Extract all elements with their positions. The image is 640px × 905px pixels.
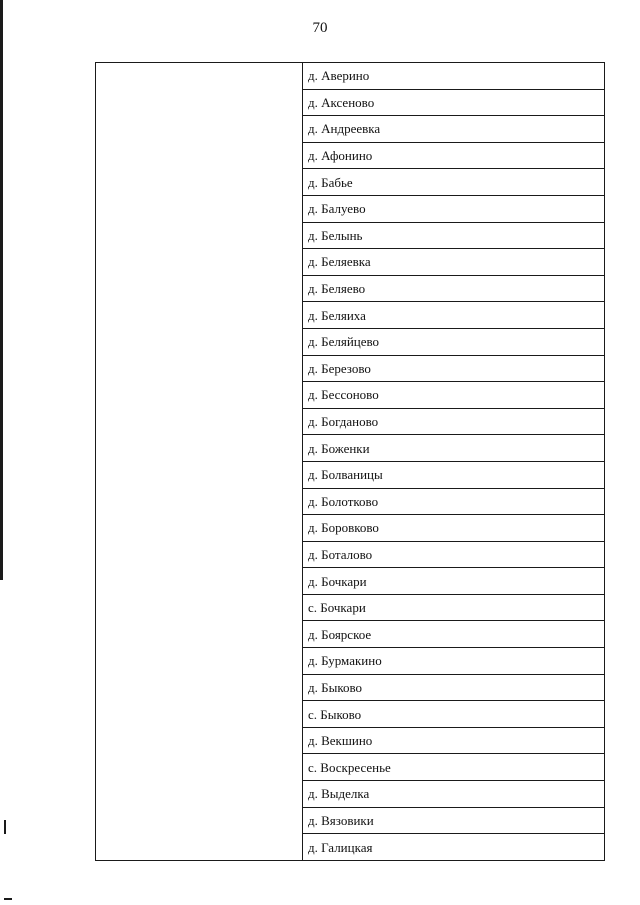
settlement-name: д. Беляиха [303,302,605,329]
settlement-name: с. Быково [303,701,605,728]
settlement-name: д. Быково [303,674,605,701]
settlement-name: д. Боярское [303,621,605,648]
settlement-name: с. Воскресенье [303,754,605,781]
scan-mark-bottom [4,898,12,900]
settlement-name: д. Березово [303,355,605,382]
settlement-name: с. Бочкари [303,594,605,621]
settlement-name: д. Бабье [303,169,605,196]
settlement-name: д. Бурмакино [303,648,605,675]
settlement-name: д. Андреевка [303,116,605,143]
settlement-name: д. Беляевка [303,249,605,276]
settlements-table [95,62,605,861]
settlement-name: д. Беляево [303,275,605,302]
district-cell [96,63,303,861]
scan-edge-left [0,0,3,580]
settlement-name: д. Афонино [303,142,605,169]
settlements-table-body [96,63,605,861]
settlement-name: д. Боровково [303,515,605,542]
page-number: 70 [312,20,328,36]
settlement-name: д. Векшино [303,727,605,754]
settlement-name: д. Аксеново [303,89,605,116]
settlement-name: д. Богданово [303,408,605,435]
settlement-name: д. Бочкари [303,568,605,595]
settlement-name: д. Аверино [303,63,605,90]
settlement-name: д. Болотково [303,488,605,515]
table-row [96,63,605,90]
settlement-name: д. Балуево [303,195,605,222]
settlement-name: д. Беляйцево [303,328,605,355]
settlement-name: д. Галицкая [303,834,605,861]
settlement-name: д. Болваницы [303,461,605,488]
settlement-name: д. Вязовики [303,807,605,834]
settlement-name: д. Боталово [303,541,605,568]
settlement-name: д. Бессоново [303,382,605,409]
settlement-name: д. Выделка [303,781,605,808]
settlement-name: д. Белынь [303,222,605,249]
settlement-name: д. Боженки [303,435,605,462]
scan-mark-left [4,820,6,834]
